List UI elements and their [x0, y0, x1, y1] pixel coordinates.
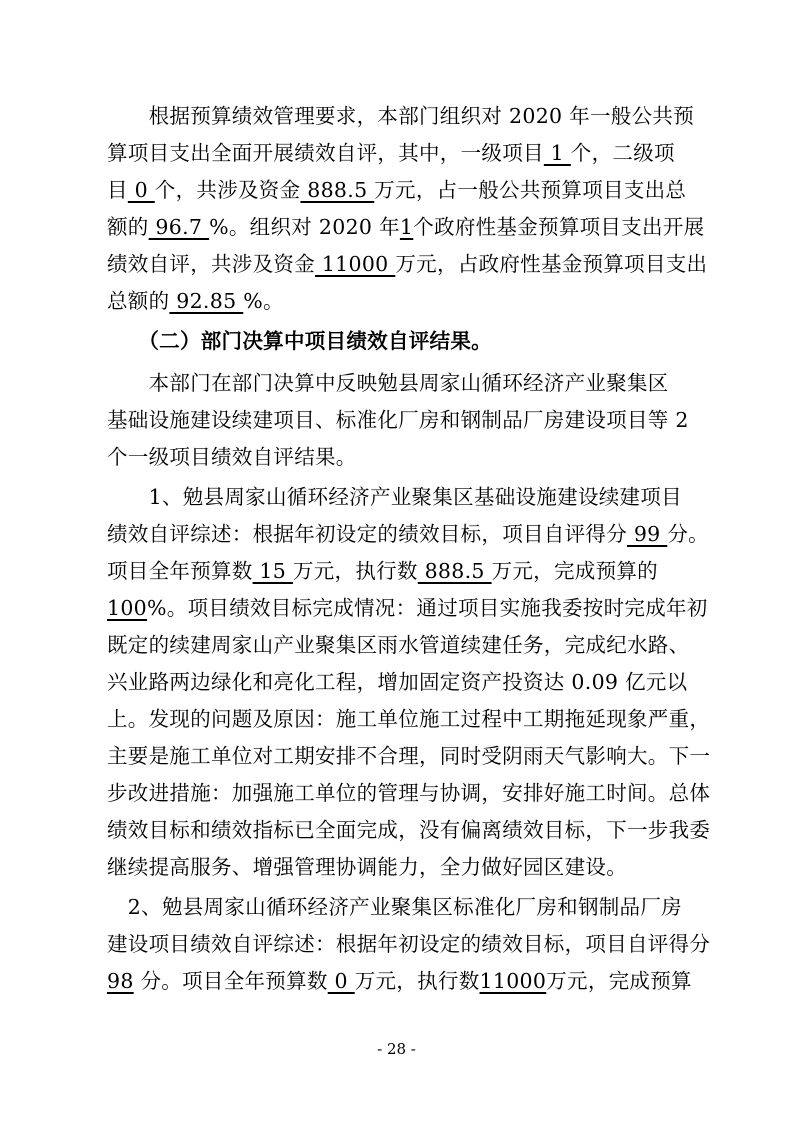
text-segment: 兴业路两边绿化和亮化工程，增加固定资产投资达 0.09 亿元以 [107, 670, 688, 694]
underlined-value: 98 [107, 969, 134, 993]
text-line [107, 558, 658, 584]
underlined-value: 92.85 [169, 289, 244, 313]
text-segment: 步改进措施：加强施工单位的管理与协调，安排好施工时间。总体 [107, 781, 711, 805]
text-line [107, 595, 708, 621]
text-segment: 万元，执行数 [292, 559, 418, 583]
underlined-value: 0 [127, 178, 155, 202]
text-line [107, 817, 710, 843]
text-line [107, 251, 707, 277]
underlined-value: 11000 [479, 969, 547, 993]
text-line [107, 632, 689, 658]
underlined-value: 96.7 [148, 215, 210, 239]
text-segment: 总额的 [107, 289, 170, 313]
text-segment: 绩效目标和绩效指标已全面完成，没有偏离绩效目标，下一步我委 [107, 818, 711, 842]
text-segment: 分。 [667, 522, 709, 546]
text-segment: 个一级项目绩效自评结果。 [107, 445, 357, 469]
text-segment: 万元，占一般公共预算项目支出总 [374, 178, 687, 202]
text-line [107, 706, 710, 732]
text-segment: 万元，完成预算 [546, 969, 692, 993]
text-line [107, 370, 669, 396]
underlined-value: 99 [627, 522, 668, 546]
text-segment: 额的 [107, 215, 149, 239]
underlined-value: 888.5 [300, 178, 375, 202]
text-segment: 万元，完成预算的 [491, 559, 658, 583]
text-segment: 万元，执行数 [354, 969, 480, 993]
text-line [107, 140, 675, 166]
text-line [107, 103, 694, 129]
text-line [107, 894, 682, 920]
text-segment: 目 [107, 178, 128, 202]
text-line [107, 444, 357, 470]
text-line [107, 743, 710, 769]
underlined-value: 888.5 [417, 559, 492, 583]
text-segment: 个政府性基金预算项目支出开展 [413, 215, 705, 239]
text-segment: 2、勉县周家山循环经济产业聚集区标准化厂房和钢制品厂房 [107, 895, 682, 919]
underlined-value: 100 [107, 596, 148, 620]
page-number: - 28 - [377, 1040, 416, 1058]
text-line [107, 931, 710, 957]
text-segment: 算项目支出全面开展绩效自评，其中，一级项目 [107, 141, 544, 165]
underlined-value: 0 [327, 969, 355, 993]
underlined-value: 1 [543, 141, 571, 165]
text-segment: %。组织对 2020 年 [209, 215, 400, 239]
text-segment: （二）部门决算中项目绩效自评结果。 [107, 329, 492, 353]
text-segment: 继续提高服务、增强管理协调能力，全力做好园区建设。 [107, 855, 627, 879]
text-segment: 个，二级项 [570, 141, 675, 165]
text-segment: 根据预算绩效管理要求，本部门组织对 2020 年一般公共预 [107, 104, 695, 128]
text-line [107, 521, 709, 547]
underlined-value: 11000 [315, 252, 396, 276]
text-segment: 分。项目全年预算数 [133, 969, 328, 993]
text-segment: 基础设施建设续建项目、标准化厂房和钢制品厂房建设项目等 2 [107, 408, 689, 432]
text-line [107, 669, 687, 695]
text-line [107, 288, 284, 314]
text-segment: 个，共涉及资金 [154, 178, 301, 202]
text-line [107, 780, 710, 806]
underlined-value: 1 [399, 215, 414, 239]
text-segment: 项目全年预算数 [107, 559, 253, 583]
text-line [107, 484, 682, 510]
text-line [107, 328, 492, 354]
text-line [107, 854, 627, 880]
text-line [107, 407, 689, 433]
text-segment: 既定的续建周家山产业聚集区雨水管道续建任务，完成纪水路、 [107, 633, 690, 657]
text-segment: %。项目绩效目标完成情况：通过项目实施我委按时完成年初 [147, 596, 708, 620]
text-segment: 绩效自评综述：根据年初设定的绩效目标，项目自评得分 [107, 522, 627, 546]
text-segment: 建设项目绩效自评综述：根据年初设定的绩效目标，项目自评得分 [107, 932, 711, 956]
text-line [107, 214, 704, 240]
text-segment: 万元，占政府性基金预算项目支出 [395, 252, 708, 276]
text-segment: %。 [243, 289, 284, 313]
underlined-value: 15 [252, 559, 293, 583]
text-segment: 本部门在部门决算中反映勉县周家山循环经济产业聚集区 [107, 371, 669, 395]
text-segment: 1、勉县周家山循环经济产业聚集区基础设施建设续建项目 [107, 485, 682, 509]
text-segment: 上。发现的问题及原因：施工单位施工过程中工期拖延现象严重， [107, 707, 711, 731]
text-segment: 主要是施工单位对工期安排不合理，同时受阴雨天气影响大。下一 [107, 744, 711, 768]
text-segment: 绩效自评，共涉及资金 [107, 252, 315, 276]
text-line [107, 177, 686, 203]
text-line [107, 968, 692, 994]
